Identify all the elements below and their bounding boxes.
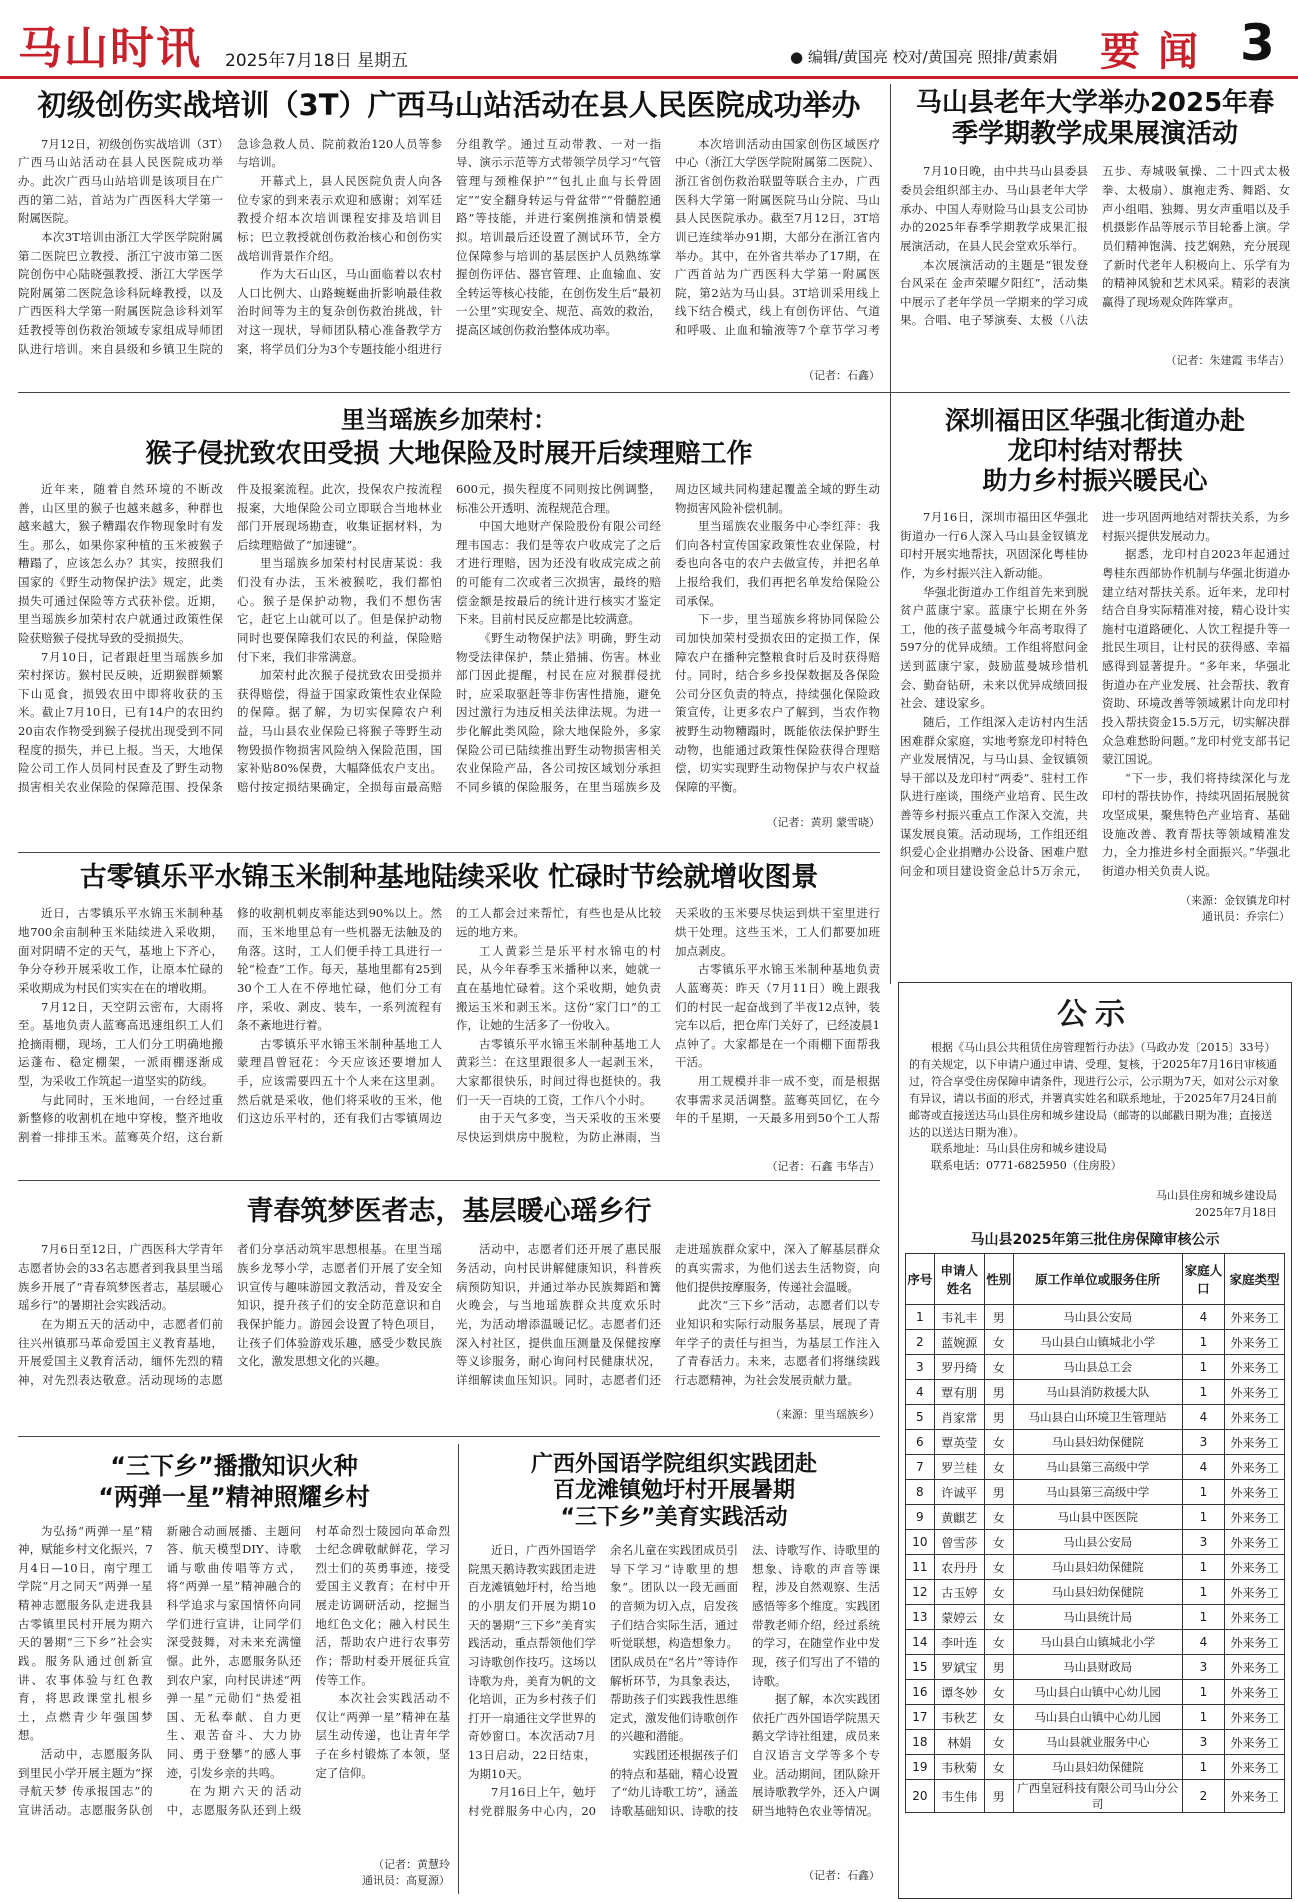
- article-two-bombs-one-satellite: [18, 1444, 450, 1896]
- work-unit: 马山县就业服务中心: [1013, 1730, 1182, 1755]
- paragraph: 7月10日晚，由中共马山县委县委员会组织部主办、马山县老年大学承办、中国人寿财险马山县支公司协办的2025年春季学期教学成果汇报展演活动，在县人民会堂欢乐举行。: [900, 164, 1088, 253]
- col-header: 性别: [984, 1254, 1013, 1305]
- table-row: [906, 1355, 1285, 1380]
- gender: 女: [984, 1680, 1013, 1705]
- table-row: [906, 1580, 1285, 1605]
- gender: 女: [984, 1555, 1013, 1580]
- paragraph: 本次展演活动的主题是“银发登台风采在 金声荣曜夕阳红”，活动集中展示了老年学员一学期来的学习成果。合唱、电子琴演奏、太极（八法五步、寿城吸氧操、二十四式太极拳、太极扇）、旗袍走秀、舞蹈、女声小组唱、独舞、男女声重唱以及手机摄影作品等展示节目轮番上演。学员们精神饱满、技艺娴熟，充分展现了新时代老年人积极向上、乐学有为的精神风貌和艺术风采。精彩的表演赢得了现场观众阵阵掌声。: [900, 164, 1290, 328]
- household-type: 外来务工: [1225, 1455, 1285, 1480]
- paragraph: 加荣村此次猴子侵扰致农田受损并获得赔偿，得益于国家政策性农业保险的保障。据了解，为切实保障农户利益，马山县农业保险已将猴子等野生动物毁损作物损害风险纳入保险范围，国家补贴80%保费，大幅降低农户支出。赔付按定损结果确定，全损每亩最高赔600元，损失程度不同则按比例调整，标准公开透明、流程规范合理。: [237, 481, 661, 794]
- gender: 男: [984, 1305, 1013, 1330]
- byline-line-2: 通讯员：高夏源）: [362, 1873, 450, 1887]
- applicant-name: 李叶连: [934, 1630, 984, 1655]
- household-size: 4: [1182, 1305, 1224, 1330]
- household-size: 1: [1182, 1330, 1224, 1355]
- household-type: 外来务工: [1225, 1780, 1285, 1813]
- article-body: [900, 508, 1290, 888]
- paragraph: 古零镇乐平水锦玉米制种基地工人黄彩兰：在这里跟很多人一起剥玉米，大家都很快乐，时间过得也挺快的。我们一天一百块的工资，工作八个小时。: [456, 1036, 661, 1107]
- work-unit: 马山县妇幼保健院: [1013, 1430, 1182, 1455]
- gender: 女: [984, 1330, 1013, 1355]
- col-header: 序号: [906, 1254, 935, 1305]
- row-number: 16: [906, 1680, 935, 1705]
- household-size: 1: [1182, 1605, 1224, 1630]
- row-number: 13: [906, 1605, 935, 1630]
- article-youth-medical: [18, 1186, 880, 1432]
- row-number: 14: [906, 1630, 935, 1655]
- applicant-name: 韦礼丰: [934, 1305, 984, 1330]
- row-number: 11: [906, 1555, 935, 1580]
- household-type: 外来务工: [1225, 1680, 1285, 1705]
- paragraph: 为弘扬“两弹一星”精神，赋能乡村文化振兴，7月4日—10日，南宁理工学院“月之同天”两弹一星精神志愿服务队走进我县古零镇里民村开展为期六天的暑期“三下乡”社会实践。服务队通过创新宣讲、农事体验与红色教育，将思政课堂扎根乡土，点燃青少年强国梦想。: [18, 1523, 153, 1743]
- byline-line-1: （来源：金钗镇龙印村: [1180, 894, 1290, 907]
- household-size: 2: [1182, 1780, 1224, 1813]
- paragraph: 用工规模并非一成不变，而是根据农事需求灵活调整。蓝骞英回忆，在今年的千星期，一天最多用到50个工人帮: [675, 1074, 880, 1126]
- household-size: 1: [1182, 1355, 1224, 1380]
- household-type: 外来务工: [1225, 1580, 1285, 1605]
- gender: 女: [984, 1430, 1013, 1455]
- household-type: 外来务工: [1225, 1330, 1285, 1355]
- household-type: 外来务工: [1225, 1630, 1285, 1655]
- work-unit: 马山县财政局: [1013, 1655, 1182, 1680]
- byline: （记者：石鑫）: [803, 1869, 880, 1883]
- column-divider: [458, 1444, 459, 1894]
- table-row: [906, 1430, 1285, 1455]
- applicant-name: 覃有朋: [934, 1380, 984, 1405]
- section-divider: [18, 1180, 880, 1181]
- household-size: 3: [1182, 1530, 1224, 1555]
- headline-line-1: 里当瑶族乡加荣村：: [341, 406, 557, 434]
- gender: 女: [984, 1530, 1013, 1555]
- paragraph: 7月6日至12日，广西医科大学青年志愿者协会的33名志愿者到我县里当瑶族乡开展了“青春筑梦医者志，基层暖心瑶乡行”的暑期社会实践活动。: [18, 1242, 223, 1313]
- gender: 女: [984, 1505, 1013, 1530]
- row-number: 7: [906, 1455, 935, 1480]
- headline-line-2: “两弹一星”精神照耀乡村: [98, 1482, 370, 1511]
- notice-contact-phone: 联系电话：0771-6825950（住房股）: [931, 1158, 1122, 1172]
- household-size: 3: [1182, 1655, 1224, 1680]
- byline: （记者：朱建霞 韦华吉）: [1165, 354, 1290, 368]
- paragraph: 《野生动物保护法》明确，野生动物受法律保护，禁止猎捕、伤害。林业部门因此提醒，村民在应对猴群侵扰时，应采取驱赶等非伤害性措施，避免因过激行为违反相关法律法规。为进一步化解此类风险，除大地保险外，多家保险公司已陆续推出野生动物损害相关农业保险产品，各公司按区域划分承担不同乡镇的保险服务，在里当瑶族乡及周边区域共同构建起覆盖全域的野生动物损害风险补偿机制。: [456, 481, 880, 794]
- row-number: 4: [906, 1380, 935, 1405]
- row-number: 15: [906, 1655, 935, 1680]
- col-header: 家庭人口: [1182, 1254, 1224, 1305]
- work-unit: 广西皇冠科技有限公司马山分公司: [1013, 1780, 1182, 1813]
- gender: 女: [984, 1355, 1013, 1380]
- row-number: 3: [906, 1355, 935, 1380]
- col-header: 原工作单位或服务住所: [1013, 1254, 1182, 1305]
- household-size: 1: [1182, 1755, 1224, 1780]
- section-divider: [18, 852, 880, 853]
- row-number: 19: [906, 1755, 935, 1780]
- row-number: 18: [906, 1730, 935, 1755]
- table-row: [906, 1330, 1285, 1355]
- household-size: 1: [1182, 1555, 1224, 1580]
- table-row: [906, 1555, 1285, 1580]
- work-unit: 马山县白山环境卫生管理站: [1013, 1405, 1182, 1430]
- article-senior-university: [900, 84, 1290, 384]
- paragraph: 在为期五天的活动中，志愿者们前往兴州镇那马革命爱国主义教育基地，开展爱国主义教育活动，缅怀先烈的精神，对先烈表达敬意。活动现场的志愿者们分享活动筑牢思想根基。在里当瑶族乡龙琴小学，志愿者们开展了安全知识宣传与趣味游园文教活动，普及安全知识，提升孩子们的安全防范意识和自我保护能力。游园会设置了特色项目，让孩子们体验游戏乐趣，感受少数民族文化，激发思想文化的兴趣。: [18, 1242, 442, 1387]
- table-row: [906, 1680, 1285, 1705]
- applicant-name: 许诚平: [934, 1480, 984, 1505]
- paragraph: 本次培训活动由国家创伤区域医疗中心（浙江大学医学院附属第二医院）、浙江省创伤救治联盟等联合主办，广西医科大学第一附属医院马山分院、马山县人民医院承办。截至7月12日，3T培训已连续举办91期，大部分在浙江省内举办。其中，在外省共举办了17期，在广西首站为广西医科大学第一附属医院，第2站为马山县。3T培训采用线上线下结合模式，线上有创伤评估、气道和呼吸、止血和输液等7个章节学习考: [675, 136, 880, 338]
- article-poetry-practice: [468, 1444, 880, 1896]
- gender: 男: [984, 1780, 1013, 1813]
- housing-notice: [898, 982, 1292, 1899]
- household-size: 4: [1182, 1630, 1224, 1655]
- table-row: [906, 1755, 1285, 1780]
- page-number: 3: [1240, 14, 1275, 72]
- household-type: 外来务工: [1225, 1305, 1285, 1330]
- paragraph: 实践团还根据孩子们的特点和基础，精心设置了“幼儿诗歌工坊”，涵盖诗歌基础知识、诗歌的技法、诗歌写作、诗歌里的想象、诗歌的声音等课程，涉及自然观察、生活感悟等多个维度。实践团带教老师介绍，经过系统的学习，在随堂作业中发现，孩子们写出了不错的诗歌。: [610, 1543, 880, 1818]
- applicant-name: 罗兰桂: [934, 1455, 984, 1480]
- paragraph: 里当瑶族乡加荣村村民唐某说：我们没有办法，玉米被猴吃，我们都怕心。猴子是保护动物，我们不想伤害它，赶它上山就可以了。但是保护动物同时也要保障我们农民的利益，保险赔付下来，我们非常满意。: [237, 556, 442, 664]
- paragraph: 本次社会实践活动不仅让“两弹一星”精神在基层生动传递，也让青年学子在乡村锻炼了本领，坚定了信仰。: [315, 1691, 450, 1780]
- household-size: 1: [1182, 1505, 1224, 1530]
- paragraph: 近日，广西外国语学院黑天鹅诗教实践团走进百龙滩镇勉圩村，给当地的小朋友们开展为期10天的暑期“三下乡”美育实践活动，重点帮领他们学习诗歌创作技巧。这场以诗歌为舟，美育为帆的文化培训，正为乡村孩子们打开一扇通往文学世界的奇妙窗口。本次活动7月13日启动，22日结束，为期10天。: [468, 1543, 596, 1781]
- paragraph: 在为期六天的活动中，志愿服务队还到上级村革命烈士陵园向革命烈士纪念碑敬献鲜花，学习烈士们的英勇事迹，接受爱国主义教育；在村中开展走访调研活动，挖掘当地红色文化；融入村民生活，帮助农户进行农事劳作；帮助村委开展征兵宣传等工作。: [166, 1523, 450, 1817]
- gender: 女: [984, 1730, 1013, 1755]
- notice-sign-date: 2025年7月18日: [1195, 1205, 1277, 1219]
- paragraph: 此次“三下乡”活动，志愿者们以专业知识和实际行动服务基层，展现了青年学子的责任与担当，为基层工作注入了青春活力。未来，志愿者们将继续践行志愿精神，为社会发展贡献力量。: [675, 1298, 880, 1387]
- notice-intro: 根据《马山县公共租赁住房管理暂行办法》（马政办发〔2015〕33号）的有关规定，以下申请户通过申请、受理、复核，于2025年7月16日审核通过，符合享受住房保障申请条件，现进行公示，公示期为7天，如对公示对象有异议，请以书面的形式，并署真实姓名和联系地址，于2025年7月24日前邮寄或直接送达马山县住房和城乡建设局（邮寄的以邮戳日期为准；直接送达的以送达日期为准）。: [909, 1041, 1279, 1140]
- table-row: [906, 1305, 1285, 1330]
- household-size: 1: [1182, 1580, 1224, 1605]
- household-size: 1: [1182, 1480, 1224, 1505]
- headline: 马山县老年大学举办2025年春季学期教学成果展演活动: [915, 88, 1275, 150]
- headline-line-1: 广西外国语学院组织实践团赴: [530, 1452, 817, 1477]
- paragraph: “下一步，我们将持续深化与龙印村的帮扶协作，持续巩固拓展脱贫攻坚成果，聚焦特色产业培育、基础设施改善、教育帮扶等领域精准发力，全力推进乡村全面振兴。”华强北街道办相关负责人说。: [1102, 770, 1290, 878]
- household-type: 外来务工: [1225, 1505, 1285, 1530]
- byline-line-2: 通讯员：乔宗仁）: [1202, 910, 1290, 923]
- gender: 男: [984, 1655, 1013, 1680]
- household-size: 4: [1182, 1405, 1224, 1430]
- paragraph: 由于天气多变，当天采收的玉米要尽快运到烘房中脱粒，为防止淋雨，当天采收的玉米要尽快运到烘干室里进行烘干处理。这些玉米，工人们都要加班加点剥皮。: [456, 906, 880, 1144]
- work-unit: 马山县第三高级中学: [1013, 1480, 1182, 1505]
- household-size: 3: [1182, 1430, 1224, 1455]
- work-unit: 马山县总工会: [1013, 1355, 1182, 1380]
- household-size: 1: [1182, 1380, 1224, 1405]
- household-size: 3: [1182, 1730, 1224, 1755]
- table-row: [906, 1780, 1285, 1813]
- headline: 青春筑梦医者志，基层暖心瑶乡行: [246, 1196, 652, 1227]
- article-body: [900, 162, 1290, 348]
- paragraph: 与此同时，玉米地间，一台经过重新整修的收割机在地中穿梭，整齐地收割着一排排玉米。蓝骞英介绍，这台新修的收割机刺皮率能达到90%以上。然而，玉米地里总有一些机器无法触及的角落。这时，工人们便手持工具进行一轮“检查”工作。每天，基地里都有25到30个工人在不停地忙碌，他们分工有序，采收、剥皮、装车，一系列流程有条不紊地进行着。: [18, 906, 442, 1144]
- row-number: 10: [906, 1530, 935, 1555]
- gender: 男: [984, 1405, 1013, 1430]
- gender: 女: [984, 1455, 1013, 1480]
- article-body: [18, 480, 880, 810]
- paragraph: 活动中，志愿者们还开展了惠民服务活动，向村民讲解健康知识，科普疾病预防知识，并通过举办民族舞蹈和篝火晚会，与当地瑶族群众共度欢乐时光，为活动增添温暖记忆。志愿者们还深入村社区，提供血压测量及保健按摩等义诊服务，耐心询问村民健康状况，详细解读血压知识。同时，志愿者们还走进瑶族群众家中，深入了解基层群众的真实需求，为他们送去生活物资，向他们提供按摩服务，传递社会温暖。: [456, 1242, 880, 1387]
- paragraph: 随后，工作组深入走访村内生活困难群众家庭，实地考察龙印村特色产业发展情况，与马山县、金钗镇领导干部以及龙印村“两委”、驻村工作队进行座谈，围绕产业培育、民生改善等乡村振兴重点工作深入交流，共谋发展良策。活动现场，工作组还组织爱心企业捐赠办公设备、困难户慰问金和项目建设资金总计5万余元，进一步巩固两地结对帮扶关系，为乡村振兴提供发展动力。: [900, 510, 1290, 878]
- household-type: 外来务工: [1225, 1480, 1285, 1505]
- section-divider: [18, 392, 1290, 393]
- work-unit: 马山县第三高级中学: [1013, 1455, 1182, 1480]
- applicant-name: 韦秋艺: [934, 1705, 984, 1730]
- household-type: 外来务工: [1225, 1555, 1285, 1580]
- gender: 女: [984, 1605, 1013, 1630]
- row-number: 9: [906, 1505, 935, 1530]
- table-row: [906, 1705, 1285, 1730]
- gender: 男: [984, 1480, 1013, 1505]
- household-size: 1: [1182, 1705, 1224, 1730]
- row-number: 8: [906, 1480, 935, 1505]
- household-type: 外来务工: [1225, 1380, 1285, 1405]
- notice-title: 公示: [1057, 997, 1133, 1032]
- table-row: [906, 1380, 1285, 1405]
- table-row: [906, 1455, 1285, 1480]
- paragraph: 近日，古零镇乐平水锦玉米制种基地700余亩制种玉米陆续进入采收期，面对阴晴不定的天气，基地上下齐心，争分夺秒开展采收工作，让原本忙碌的采收期成为村民们实实在在的增收期。: [18, 906, 223, 995]
- paragraph: 开幕式上，县人民医院负责人向各位专家的到来表示欢迎和感谢；刘军廷教授介绍本次培训课程安排及培训目标；巴立教授就创伤救治核心和创伤实战培训背景作介绍。: [237, 174, 442, 263]
- household-type: 外来务工: [1225, 1705, 1285, 1730]
- paragraph: 本次3T培训由浙江大学医学院附属第二医院巴立教授、浙江宁波市第二医院创伤中心陆晓强教授、浙江大学医学院附属第二医院急诊科阮峰教授，以及广西医科大学第一附属医院急诊科刘军廷教授等创伤救治领域专家组成导师团队进行培训。来自县级和乡镇卫生院的急诊急救人员、院前救治120人员等参与培训。: [18, 136, 442, 356]
- table-header-row: [906, 1254, 1285, 1305]
- work-unit: 马山县消防救援大队: [1013, 1380, 1182, 1405]
- byline-line-1: （记者：黄慧玲: [373, 1857, 450, 1871]
- applicant-name: 韦秋菊: [934, 1755, 984, 1780]
- work-unit: 马山县公安局: [1013, 1305, 1182, 1330]
- article-monkey-insurance: [18, 400, 880, 850]
- notice-sign-org: 马山县住房和城乡建设局: [1156, 1189, 1277, 1203]
- paragraph: 7月10日，记者跟赶里当瑶族乡加荣村探访。猴村民反映，近期猴群频繁下山觅食，损毁农田中即将收获的玉米。截止7月10日，已有14户的农田约20亩农作物受到猴子侵扰出现受到不同程度的损失，并已上报。当天，大地保险公司工作人员同村民查及了野生动物损害相关农业保险的保障范围、投保条件及报案流程。此次，投保农户按流程报案，大地保险公司立即联合当地林业部门开展现场勘查，收集证据材料，为后续理赔做了“加速键”。: [18, 481, 442, 794]
- row-number: 6: [906, 1430, 935, 1455]
- applicant-name: 林娟: [934, 1730, 984, 1755]
- issue-date: 2025年7月18日 星期五: [225, 51, 409, 71]
- headline: 古零镇乐平水锦玉米制种基地陆续采收 忙碌时节绘就增收图景: [79, 862, 819, 893]
- work-unit: 马山县白山镇中心幼儿园: [1013, 1705, 1182, 1730]
- paragraph: 据悉，龙印村自2023年起通过粤桂东西部协作机制与华强北街道办建立结对帮扶关系。近年来，龙印村结合自身实际精准对接，精心设计实施村屯道路硬化、人饮工程提升等一批民生项目，让村民的获得感、幸福感得到显著提升。“多年来，华强北街道办在产业发展、社会帮扶、教育资助、环境改善等领域累计向龙印村投入帮扶资金15.5万元，切实解决群众急难愁盼问题。”龙印村党支部书记蒙江国说。: [1102, 547, 1290, 767]
- paragraph: 中国大地财产保险股份有限公司经理韦国志：我们是等农户收成完了之后才进行理赔，因为还没有收成完成之前的可能有二次或者三次损害，最终的赔偿金额是按最后的统计进行核实才鉴定下来。目前村民反应都是比较满意。: [456, 519, 661, 627]
- paragraph: 近年来，随着自然环境的不断改善，山区里的猴子也越来越多，种群也越来越大，猴子糟蹋农作物现象时有发生。那么，如果你家种植的玉米被猴子糟蹋了，应该怎么办？其实，按照我们国家的《野生动物保护法》规定，此类损失可通过保险等方式获补偿。近期，里当瑶族乡加荣村农户就通过政策性保险获赔猴子侵扰导致的受损损失。: [18, 481, 223, 645]
- masthead: [0, 0, 1298, 79]
- household-type: 外来务工: [1225, 1730, 1285, 1755]
- work-unit: 马山县公安局: [1013, 1530, 1182, 1555]
- notice-contact-address: 联系地址：马山县住房和城乡建设局: [931, 1142, 1107, 1156]
- byline: （记者：石鑫 韦华吉）: [766, 1160, 880, 1174]
- household-type: 外来务工: [1225, 1655, 1285, 1680]
- article-body: [18, 1522, 450, 1852]
- applicant-name: 黄麒艺: [934, 1505, 984, 1530]
- row-number: 17: [906, 1705, 935, 1730]
- headline-line-2: 龙印村结对帮扶: [1007, 436, 1183, 465]
- work-unit: 马山县妇幼保健院: [1013, 1755, 1182, 1780]
- article-body: [18, 904, 880, 1154]
- work-unit: 马山县中医医院: [1013, 1505, 1182, 1530]
- row-number: 12: [906, 1580, 935, 1605]
- paragraph: 工人黄彩兰是乐平村水锦屯的村民，从今年春季玉米播种以来，她就一直在基地忙碌着。这个采收期，她负责搬运玉米和剥玉米。这份“家门口”的工作，让她的生活多了一份收入。: [456, 943, 661, 1033]
- household-type: 外来务工: [1225, 1605, 1285, 1630]
- work-unit: 马山县白山镇中心幼儿园: [1013, 1680, 1182, 1705]
- applicant-name: 韦生伟: [934, 1780, 984, 1813]
- household-size: 4: [1182, 1455, 1224, 1480]
- gender: 女: [984, 1630, 1013, 1655]
- gender: 女: [984, 1580, 1013, 1605]
- paragraph: 7月16日上午，勉圩村党群服务中心内，20余名儿童在实践团成员引导下学习“诗歌里的想象”。团队以一段无画面的音频为切入点，启发孩子们结合实际生活，通过听觉联想，构造想象力。团队成员在“名片”等诗作解析环节，为具象表达，帮助孩子们实践我性思维定式，激发他们诗歌创作的兴趣和潜能。: [468, 1543, 738, 1818]
- headline-line-3: “三下乡”美育实践活动: [560, 1504, 788, 1530]
- paragraph: 活动中，志愿服务队到里民小学开展主题为“探寻航天梦 传承报国志”的宣讲活动。志愿服务队创新融合动画展播、主题问答、航天模型DIY、诗歌诵与歌曲传唱等方式，将“两弹一星”精神融合的科学追求与家国情怀向同学们进行宣讲，让同学们深受鼓舞，对未来充满憧憬。此外，志愿服务队还到农户家，向村民讲述“两弹一星”元勋们“热爱祖国、无私奉献、自力更生、艰苦奋斗、大力协同、勇于登攀”的感人事迹，引发乡亲的共鸣。: [18, 1523, 302, 1817]
- paragraph: 里当瑶族农业服务中心李红萍：我们向各村宣传国家政策性农业保险，村委也向各屯的农户去做宣传，并把名单上报给我们，我们再把名单发给保险公司承保。: [675, 519, 880, 608]
- work-unit: 马山县统计局: [1013, 1605, 1182, 1630]
- row-number: 5: [906, 1405, 935, 1430]
- table-row: [906, 1505, 1285, 1530]
- work-unit: 马山县妇幼保健院: [1013, 1555, 1182, 1580]
- table-row: [906, 1405, 1285, 1430]
- paragraph: 7月16日，深圳市福田区华强北街道办一行6人深入马山县金钗镇龙印村开展实地帮扶，巩固深化粤桂协作，为乡村振兴注入新动能。: [900, 510, 1088, 580]
- table-row: [906, 1630, 1285, 1655]
- paragraph: 华强北街道办工作组首先来到脱贫户蓝康宁家。蓝康宁长期在外务工，他的孩子蓝曼城今年高考取得了597分的优异成绩。工作组将慰问金送到蓝康宁家，鼓励蓝曼城珍惜机会、勤奋钻研，未来以优异成绩回报社会、建设家乡。: [900, 584, 1088, 711]
- paragraph: 7月12日，初级创伤实战培训（3T）广西马山站活动在县人民医院成功举办。此次广西马山站培训是该项目在广西的第二站，首站为广西医科大学第一附属医院。: [18, 136, 223, 226]
- headline-line-1: 深圳福田区华强北街道办赴: [944, 406, 1245, 435]
- table-row: [906, 1655, 1285, 1680]
- editor-credits: ● 编辑/黄国亮 校对/黄国亮 照排/黄素娟: [790, 48, 1058, 66]
- household-type: 外来务工: [1225, 1755, 1285, 1780]
- table-row: [906, 1530, 1285, 1555]
- table-row: [906, 1605, 1285, 1630]
- table-caption: 马山县2025年第三批住房保障审核公示: [970, 1232, 1220, 1249]
- household-type: 外来务工: [1225, 1530, 1285, 1555]
- article-body: [18, 1240, 880, 1402]
- section-divider: [18, 1436, 880, 1437]
- headline-line-3: 助力乡村振兴暖民心: [982, 466, 1208, 495]
- paragraph: 7月12日，天空阴云密布，大雨将至。基地负责人蓝骞高迅速组织工人们抢摘雨棚，现场，工人们分工明确地搬运蓬布、稳定棚架，一派雨棚逐渐成型，为采收工作筑起一道坚实的防线。: [18, 999, 223, 1089]
- article-shenzhen-aid: [900, 400, 1290, 972]
- applicant-name: 蓝婉源: [934, 1330, 984, 1355]
- gender: 男: [984, 1380, 1013, 1405]
- byline: （记者：黄玥 蒙雪晓）: [766, 815, 880, 829]
- col-header: 家庭类型: [1225, 1254, 1285, 1305]
- row-number: 20: [906, 1780, 935, 1813]
- applicant-name: 农丹丹: [934, 1555, 984, 1580]
- newspaper-logo: 马山时讯: [18, 23, 202, 74]
- headline-line-1: “三下乡”播撒知识火种: [110, 1452, 358, 1480]
- column-divider: [890, 84, 891, 984]
- article-trauma-training: [18, 84, 880, 384]
- section-name: 要闻: [1100, 29, 1216, 75]
- headline: 初级创伤实战培训（3T）广西马山站活动在县人民医院成功举办: [37, 88, 861, 122]
- housing-roster-table: [905, 1253, 1285, 1813]
- row-number: 1: [906, 1305, 935, 1330]
- row-number: 2: [906, 1330, 935, 1355]
- col-header: 申请人姓名: [934, 1254, 984, 1305]
- household-type: 外来务工: [1225, 1355, 1285, 1380]
- applicant-name: 古玉婷: [934, 1580, 984, 1605]
- article-body: [18, 135, 880, 363]
- paragraph: 下一步，里当瑶族乡将协同保险公司加快加荣村受损农田的定损工作，保障农户在播种完整粮食时后及时获得赔付。同时，结合乡乡投保数据及各保险公司分区负责的特点，持续强化保险政策宣传，让更多农户了解到，当农作物被野生动物糟蹋时，既能依法保护野生动物，也能通过政策性保险获得合理赔偿，切实实现野生动物保护与农户权益保障的平衡。: [675, 612, 880, 794]
- household-type: 外来务工: [1225, 1430, 1285, 1455]
- byline: （来源：里当瑶族乡）: [770, 1408, 880, 1422]
- headline-line-2: 猴子侵扰致农田受损 大地保险及时展开后续理赔工作: [145, 438, 753, 469]
- work-unit: 马山县妇幼保健院: [1013, 1580, 1182, 1605]
- work-unit: 马山县白山镇城北小学: [1013, 1630, 1182, 1655]
- table-row: [906, 1730, 1285, 1755]
- paragraph: 古零镇乐平水锦玉米制种基地负责人蓝骞英：昨天（7月11日）晚上跟我们的村民一起奋战到了半夜12点钟，装完车以后，把仓库门关好了，已经凌晨1点钟了。大家都是在一个雨棚下面帮我干活。: [675, 962, 880, 1070]
- applicant-name: 肖家常: [934, 1405, 984, 1430]
- table-row: [906, 1480, 1285, 1505]
- paragraph: 据了解，本次实践团依托广西外国语学院黑天鹅文学诗社组建，成员来自汉语言文学等多个专业。活动期间，团队除开展诗歌教学外，还入户调研当地特色农业等情况。: [752, 1692, 880, 1818]
- applicant-name: 罗丹绮: [934, 1355, 984, 1380]
- notice-signature: [899, 1188, 1277, 1221]
- household-type: 外来务工: [1225, 1405, 1285, 1430]
- work-unit: 马山县白山镇城北小学: [1013, 1330, 1182, 1355]
- paragraph: 作为大石山区，马山面临着以农村人口比例大、山路蜿蜒曲折影响最佳救治时间等为主的复杂创伤救治挑战，针对这一现状，导师团队精心准备教学方案，将学员们分为3个专题技能小组进行分组教学。通过互动带教、一对一指导、演示示范等方式带领学员学习“气管管理与颈椎保护”“包扎止血与长骨固定”“安全翻身转运与骨盆带”“骨髓腔通路”等技能，并进行案例推演和情景模拟。培训最后还设置了测试环节，全方位保障参与培训的基层医护人员熟练掌握创伤评估、器官管理、止血输血、安全转运等核心技能，在创伤发生后“最初一公里”实现安全、规范、高效的救治，提高区域创伤救治整体成功率。: [237, 136, 661, 356]
- paragraph: 古零镇乐平水锦玉米制种基地工人蒙理昌曾冠花：今天应该还要增加人手，应该需要四五十个人来在这里剥。然后就是采收，他们将采收的玉米，他们这边乐平村的，还有我们古零镇周边的工人都会过来帮忙，有些也是从比较远的地方来。: [237, 906, 661, 1126]
- applicant-name: 蒙婷云: [934, 1605, 984, 1630]
- applicant-name: 谭冬妙: [934, 1680, 984, 1705]
- byline: （记者：石鑫）: [803, 368, 880, 382]
- applicant-name: 罗斌宝: [934, 1655, 984, 1680]
- gender: 女: [984, 1755, 1013, 1780]
- article-corn-harvest: [18, 858, 880, 1176]
- applicant-name: 曾雪莎: [934, 1530, 984, 1555]
- article-body: [468, 1541, 880, 1863]
- gender: 女: [984, 1705, 1013, 1730]
- household-size: 1: [1182, 1680, 1224, 1705]
- applicant-name: 覃英莹: [934, 1430, 984, 1455]
- headline-line-2: 百龙滩镇勉圩村开展暑期: [552, 1478, 795, 1504]
